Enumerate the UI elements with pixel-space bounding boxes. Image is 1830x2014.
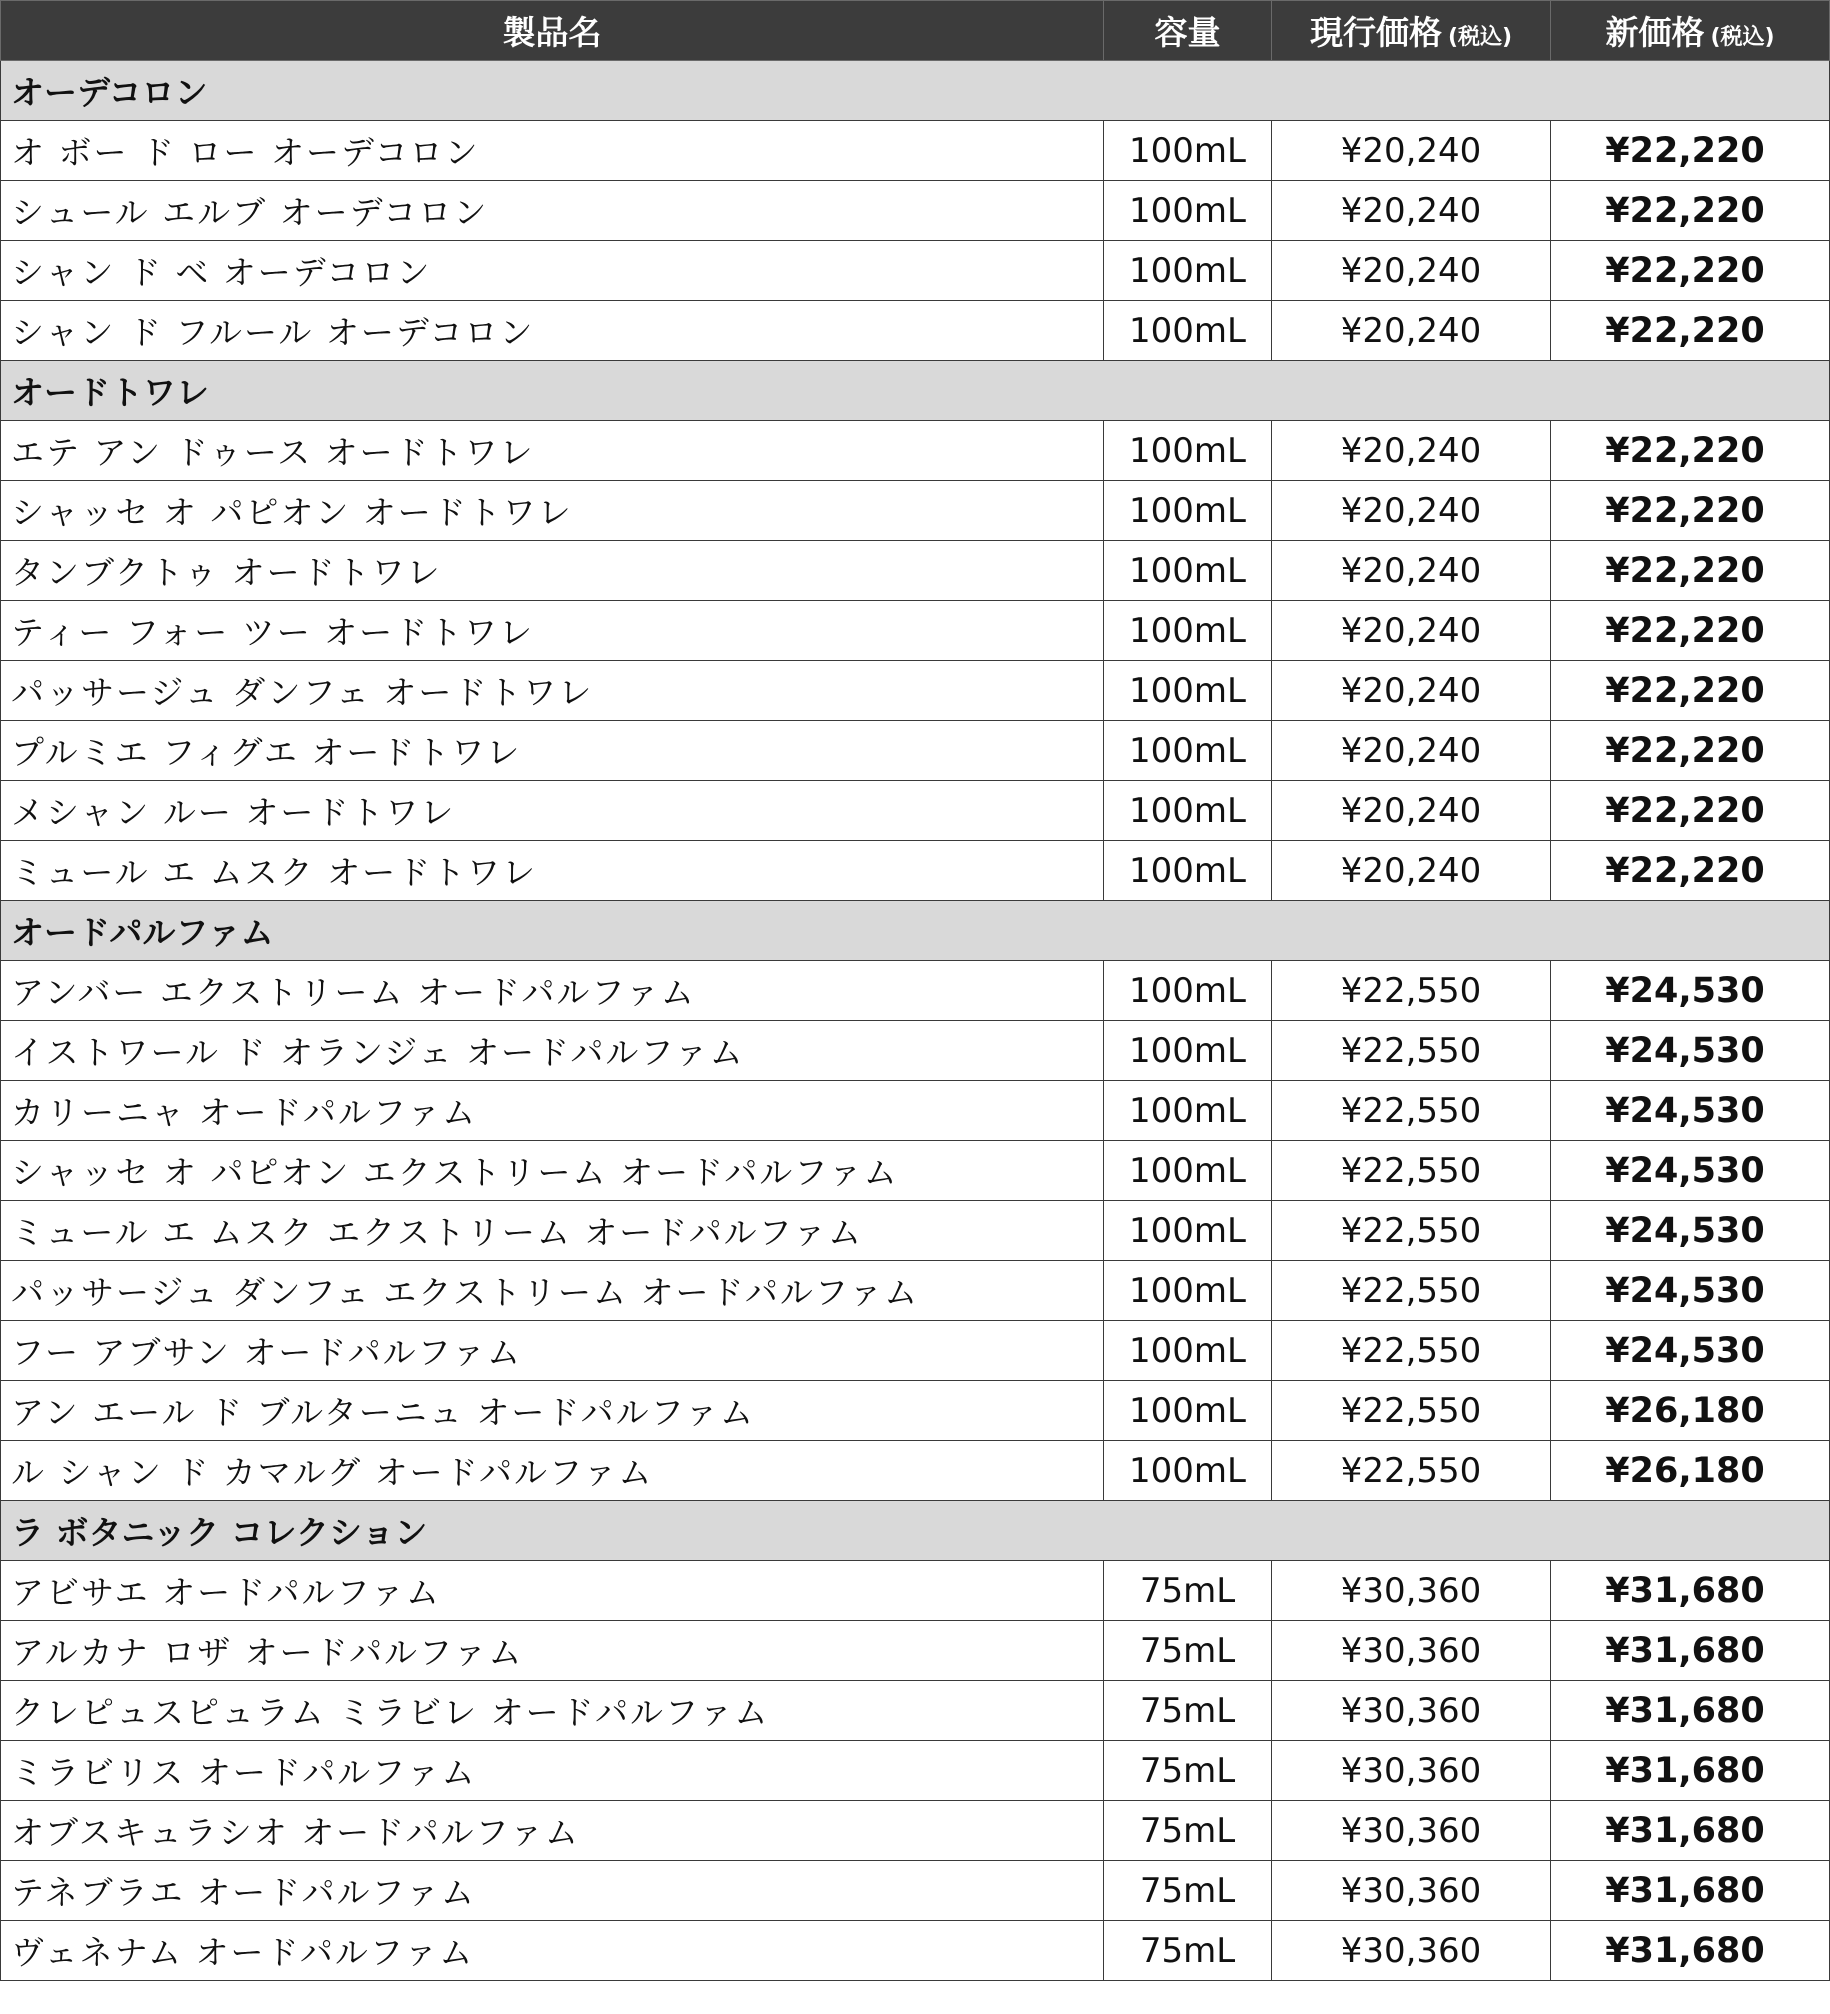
new-price-cell: ¥31,680 xyxy=(1551,1861,1830,1921)
volume-cell: 100mL xyxy=(1104,181,1272,241)
volume-cell: 100mL xyxy=(1104,1441,1272,1501)
current-price-cell: ¥22,550 xyxy=(1272,1261,1551,1321)
new-price-cell: ¥31,680 xyxy=(1551,1741,1830,1801)
new-price-cell: ¥24,530 xyxy=(1551,1261,1830,1321)
product-name-cell: オブスキュラシオ オードパルファム xyxy=(1,1801,1104,1861)
table-row xyxy=(1,601,1830,661)
new-price-cell: ¥22,220 xyxy=(1551,841,1830,901)
product-name-cell: アビサエ オードパルファム xyxy=(1,1561,1104,1621)
table-row xyxy=(1,1681,1830,1741)
table-row xyxy=(1,301,1830,361)
current-price-cell: ¥20,240 xyxy=(1272,301,1551,361)
volume-cell: 100mL xyxy=(1104,781,1272,841)
product-name-cell: シャン ド フルール オーデコロン xyxy=(1,301,1104,361)
current-price-cell: ¥20,240 xyxy=(1272,661,1551,721)
table-row xyxy=(1,1441,1830,1501)
new-price-cell: ¥22,220 xyxy=(1551,421,1830,481)
volume-cell: 75mL xyxy=(1104,1921,1272,1981)
table-row xyxy=(1,961,1830,1021)
section-title: オードトワレ xyxy=(1,361,1830,421)
table-row xyxy=(1,1861,1830,1921)
header-new-price-tax-note: (税込) xyxy=(1710,25,1775,50)
volume-cell: 75mL xyxy=(1104,1801,1272,1861)
new-price-cell: ¥22,220 xyxy=(1551,601,1830,661)
table-row xyxy=(1,1921,1830,1981)
header-current-price-tax-note: (税込) xyxy=(1447,25,1513,50)
product-name-cell: シャン ド ベ オーデコロン xyxy=(1,241,1104,301)
volume-cell: 100mL xyxy=(1104,1381,1272,1441)
current-price-cell: ¥22,550 xyxy=(1272,1141,1551,1201)
product-name-cell: パッサージュ ダンフェ エクストリーム オードパルファム xyxy=(1,1261,1104,1321)
current-price-cell: ¥22,550 xyxy=(1272,961,1551,1021)
current-price-cell: ¥30,360 xyxy=(1272,1861,1551,1921)
section-title: ラ ボタニック コレクション xyxy=(1,1501,1830,1561)
table-row xyxy=(1,421,1830,481)
new-price-cell: ¥24,530 xyxy=(1551,1201,1830,1261)
product-name-cell: フー アブサン オードパルファム xyxy=(1,1321,1104,1381)
volume-cell: 75mL xyxy=(1104,1681,1272,1741)
new-price-cell: ¥22,220 xyxy=(1551,541,1830,601)
table-row xyxy=(1,1261,1830,1321)
header-current-price xyxy=(1272,1,1551,61)
product-name-cell: シュール エルブ オーデコロン xyxy=(1,181,1104,241)
header-current-price-label: 現行価格 xyxy=(1309,13,1442,52)
current-price-cell: ¥22,550 xyxy=(1272,1201,1551,1261)
table-row xyxy=(1,1561,1830,1621)
table-header xyxy=(1,1,1830,61)
product-name-cell: タンブクトゥ オードトワレ xyxy=(1,541,1104,601)
volume-cell: 100mL xyxy=(1104,1261,1272,1321)
current-price-cell: ¥30,360 xyxy=(1272,1681,1551,1741)
current-price-cell: ¥20,240 xyxy=(1272,841,1551,901)
new-price-cell: ¥31,680 xyxy=(1551,1681,1830,1741)
table-row xyxy=(1,661,1830,721)
product-name-cell: イストワール ド オランジェ オードパルファム xyxy=(1,1021,1104,1081)
table-row xyxy=(1,781,1830,841)
header-volume-label: 容量 xyxy=(1154,13,1221,52)
product-name-cell: ル シャン ド カマルグ オードパルファム xyxy=(1,1441,1104,1501)
product-name-cell: ミラビリス オードパルファム xyxy=(1,1741,1104,1801)
volume-cell: 100mL xyxy=(1104,301,1272,361)
product-name-cell: ヴェネナム オードパルファム xyxy=(1,1921,1104,1981)
product-name-cell: ミュール エ ムスク オードトワレ xyxy=(1,841,1104,901)
header-new-price xyxy=(1551,1,1830,61)
volume-cell: 100mL xyxy=(1104,1021,1272,1081)
table-row xyxy=(1,721,1830,781)
new-price-cell: ¥31,680 xyxy=(1551,1801,1830,1861)
volume-cell: 100mL xyxy=(1104,541,1272,601)
product-name-cell: ミュール エ ムスク エクストリーム オードパルファム xyxy=(1,1201,1104,1261)
new-price-cell: ¥24,530 xyxy=(1551,1321,1830,1381)
table-row xyxy=(1,121,1830,181)
volume-cell: 100mL xyxy=(1104,241,1272,301)
new-price-cell: ¥24,530 xyxy=(1551,1141,1830,1201)
current-price-cell: ¥20,240 xyxy=(1272,781,1551,841)
volume-cell: 100mL xyxy=(1104,601,1272,661)
section-row xyxy=(1,61,1830,121)
header-volume xyxy=(1104,1,1272,61)
current-price-cell: ¥30,360 xyxy=(1272,1801,1551,1861)
table-row xyxy=(1,1201,1830,1261)
product-name-cell: エテ アン ドゥース オードトワレ xyxy=(1,421,1104,481)
volume-cell: 100mL xyxy=(1104,121,1272,181)
header-product-name-label: 製品名 xyxy=(502,13,602,52)
section-row xyxy=(1,1501,1830,1561)
table-row xyxy=(1,1381,1830,1441)
current-price-cell: ¥20,240 xyxy=(1272,601,1551,661)
volume-cell: 75mL xyxy=(1104,1741,1272,1801)
section-title: オーデコロン xyxy=(1,61,1830,121)
current-price-cell: ¥30,360 xyxy=(1272,1561,1551,1621)
new-price-cell: ¥22,220 xyxy=(1551,661,1830,721)
product-name-cell: シャッセ オ パピオン エクストリーム オードパルファム xyxy=(1,1141,1104,1201)
current-price-cell: ¥20,240 xyxy=(1272,241,1551,301)
table-row xyxy=(1,481,1830,541)
new-price-cell: ¥26,180 xyxy=(1551,1441,1830,1501)
current-price-cell: ¥22,550 xyxy=(1272,1321,1551,1381)
section-title: オードパルファム xyxy=(1,901,1830,961)
table-row xyxy=(1,541,1830,601)
new-price-cell: ¥31,680 xyxy=(1551,1921,1830,1981)
new-price-cell: ¥22,220 xyxy=(1551,481,1830,541)
new-price-cell: ¥31,680 xyxy=(1551,1621,1830,1681)
current-price-cell: ¥22,550 xyxy=(1272,1441,1551,1501)
product-name-cell: オ ボー ド ロー オーデコロン xyxy=(1,121,1104,181)
table-row xyxy=(1,1141,1830,1201)
header-row xyxy=(1,1,1830,61)
current-price-cell: ¥20,240 xyxy=(1272,721,1551,781)
table-row xyxy=(1,841,1830,901)
new-price-cell: ¥26,180 xyxy=(1551,1381,1830,1441)
current-price-cell: ¥20,240 xyxy=(1272,121,1551,181)
product-name-cell: ティー フォー ツー オードトワレ xyxy=(1,601,1104,661)
product-name-cell: メシャン ルー オードトワレ xyxy=(1,781,1104,841)
product-name-cell: テネブラエ オードパルファム xyxy=(1,1861,1104,1921)
new-price-cell: ¥22,220 xyxy=(1551,301,1830,361)
product-name-cell: パッサージュ ダンフェ オードトワレ xyxy=(1,661,1104,721)
table-body xyxy=(1,61,1830,1981)
volume-cell: 100mL xyxy=(1104,1321,1272,1381)
table-row xyxy=(1,181,1830,241)
current-price-cell: ¥22,550 xyxy=(1272,1081,1551,1141)
table-row xyxy=(1,1021,1830,1081)
section-row xyxy=(1,901,1830,961)
section-row xyxy=(1,361,1830,421)
new-price-cell: ¥24,530 xyxy=(1551,1081,1830,1141)
table-row xyxy=(1,1081,1830,1141)
volume-cell: 100mL xyxy=(1104,841,1272,901)
volume-cell: 100mL xyxy=(1104,1081,1272,1141)
current-price-cell: ¥30,360 xyxy=(1272,1741,1551,1801)
new-price-cell: ¥24,530 xyxy=(1551,961,1830,1021)
table-row xyxy=(1,1321,1830,1381)
product-name-cell: アンバー エクストリーム オードパルファム xyxy=(1,961,1104,1021)
new-price-cell: ¥22,220 xyxy=(1551,121,1830,181)
volume-cell: 100mL xyxy=(1104,1141,1272,1201)
new-price-cell: ¥22,220 xyxy=(1551,781,1830,841)
current-price-cell: ¥22,550 xyxy=(1272,1021,1551,1081)
current-price-cell: ¥20,240 xyxy=(1272,181,1551,241)
new-price-cell: ¥22,220 xyxy=(1551,721,1830,781)
product-name-cell: カリーニャ オードパルファム xyxy=(1,1081,1104,1141)
current-price-cell: ¥30,360 xyxy=(1272,1921,1551,1981)
new-price-cell: ¥22,220 xyxy=(1551,181,1830,241)
volume-cell: 100mL xyxy=(1104,421,1272,481)
product-name-cell: クレピュスピュラム ミラビレ オードパルファム xyxy=(1,1681,1104,1741)
new-price-cell: ¥31,680 xyxy=(1551,1561,1830,1621)
table-row xyxy=(1,1741,1830,1801)
current-price-cell: ¥20,240 xyxy=(1272,481,1551,541)
volume-cell: 100mL xyxy=(1104,661,1272,721)
current-price-cell: ¥20,240 xyxy=(1272,541,1551,601)
volume-cell: 100mL xyxy=(1104,1201,1272,1261)
new-price-cell: ¥22,220 xyxy=(1551,241,1830,301)
header-new-price-label: 新価格 xyxy=(1605,13,1705,52)
volume-cell: 75mL xyxy=(1104,1861,1272,1921)
table-row xyxy=(1,1801,1830,1861)
table-row xyxy=(1,1621,1830,1681)
volume-cell: 100mL xyxy=(1104,481,1272,541)
product-name-cell: シャッセ オ パピオン オードトワレ xyxy=(1,481,1104,541)
product-name-cell: プルミエ フィグエ オードトワレ xyxy=(1,721,1104,781)
new-price-cell: ¥24,530 xyxy=(1551,1021,1830,1081)
product-name-cell: アルカナ ロザ オードパルファム xyxy=(1,1621,1104,1681)
current-price-cell: ¥20,240 xyxy=(1272,421,1551,481)
volume-cell: 100mL xyxy=(1104,961,1272,1021)
volume-cell: 100mL xyxy=(1104,721,1272,781)
current-price-cell: ¥22,550 xyxy=(1272,1381,1551,1441)
header-product-name xyxy=(1,1,1104,61)
volume-cell: 75mL xyxy=(1104,1561,1272,1621)
product-name-cell: アン エール ド ブルターニュ オードパルファム xyxy=(1,1381,1104,1441)
table-row xyxy=(1,241,1830,301)
current-price-cell: ¥30,360 xyxy=(1272,1621,1551,1681)
volume-cell: 75mL xyxy=(1104,1621,1272,1681)
